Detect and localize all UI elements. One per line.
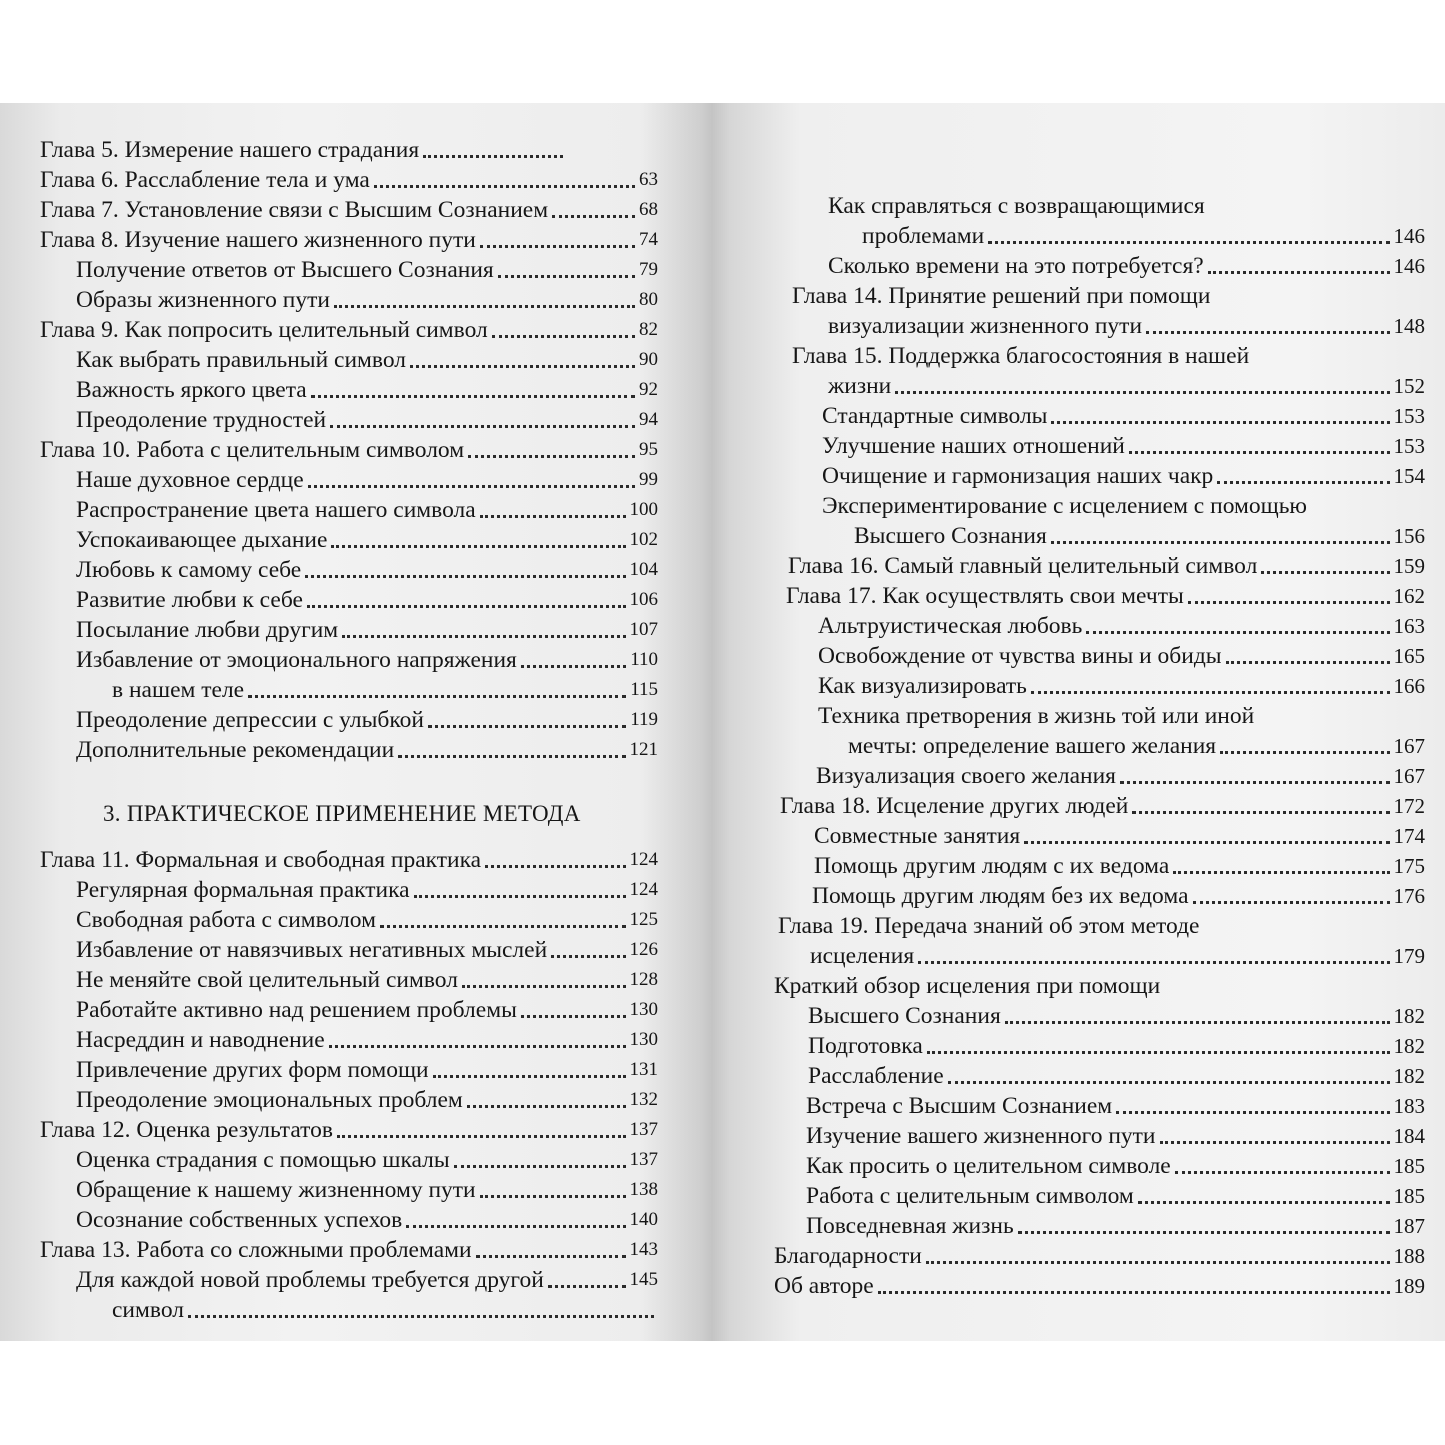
toc-entry-title: Расслабление	[808, 1063, 944, 1089]
toc-entry	[0, 645, 700, 675]
toc-entry-title: Глава 13. Работа со сложными проблемами	[40, 1237, 472, 1263]
toc-entry-page: 182	[1393, 1064, 1425, 1088]
toc-entry-page: 153	[1393, 404, 1425, 428]
toc-entry	[0, 375, 700, 405]
toc-entry	[712, 311, 1445, 341]
toc-entry	[0, 845, 700, 875]
toc-entry	[712, 401, 1445, 431]
dot-leader	[878, 1291, 1390, 1294]
toc-entry	[712, 641, 1445, 671]
dot-leader	[1031, 691, 1390, 694]
toc-entry-page: 189	[1393, 1274, 1425, 1298]
toc-entry-title: Насреддин и наводнение	[76, 1027, 325, 1053]
dot-leader	[428, 725, 626, 728]
toc-entry	[0, 195, 700, 225]
dot-leader	[927, 1051, 1390, 1054]
toc-entry	[0, 495, 700, 525]
toc-entry-page: 130	[629, 999, 658, 1020]
toc-entry-title: Распространение цвета нашего символа	[76, 497, 476, 523]
toc-entry-title: Избавление от эмоционального напряжения	[76, 647, 517, 673]
toc-entry	[0, 935, 700, 965]
toc-entry-title: Глава 15. Поддержка благосостояния в нашей	[792, 343, 1250, 369]
toc-entry	[712, 251, 1445, 281]
toc-entry-page: 183	[1393, 1094, 1425, 1118]
toc-entry	[0, 1055, 700, 1085]
toc-entry	[712, 431, 1445, 461]
toc-entry-title: Глава 10. Работа с целительным символом	[40, 437, 465, 463]
toc-entry-page: 182	[1393, 1004, 1425, 1028]
dot-leader	[374, 185, 635, 188]
toc-entry	[0, 405, 700, 435]
toc-entry-page: 100	[629, 499, 658, 520]
toc-entry-title: Стандартные символы	[822, 403, 1048, 429]
dot-leader	[480, 515, 626, 518]
toc-entry-title: визуализации жизненного пути	[828, 313, 1143, 339]
toc-entry	[0, 555, 700, 585]
toc-entry-page: 174	[1393, 824, 1425, 848]
toc-entry-title: жизни	[828, 373, 892, 399]
toc-entry-title: Улучшение наших отношений	[822, 433, 1125, 459]
dot-leader	[485, 865, 625, 868]
book-spread	[0, 103, 1445, 1341]
toc-entry-title: Об авторе	[774, 1273, 874, 1299]
toc-entry	[0, 875, 700, 905]
dot-leader	[1138, 1201, 1390, 1204]
dot-leader	[337, 1135, 626, 1138]
toc-entry-title: Техника претворения в жизнь той или иной	[818, 703, 1255, 729]
toc-entry-title: в нашем теле	[112, 677, 245, 703]
toc-entry	[0, 165, 700, 195]
toc-entry	[712, 731, 1445, 761]
toc-entry-title: Для каждой новой проблемы требуется другой	[76, 1267, 544, 1293]
toc-entry-title: Глава 5. Измерение нашего страдания	[40, 137, 420, 163]
toc-entry	[712, 371, 1445, 401]
toc-entry-page: 184	[1393, 1124, 1425, 1148]
toc-entry-page: 185	[1393, 1184, 1425, 1208]
toc-entry-page: 131	[629, 1059, 658, 1080]
dot-leader	[521, 665, 626, 668]
toc-entry-page: 110	[630, 649, 658, 670]
toc-entry	[0, 225, 700, 255]
toc-entry-page: 68	[639, 199, 658, 220]
toc-entry-title: Привлечение других форм помощи	[76, 1057, 429, 1083]
dot-leader	[331, 545, 625, 548]
toc-entry-title: Альтруистическая любовь	[818, 613, 1083, 639]
toc-entry	[0, 965, 700, 995]
dot-leader	[498, 275, 635, 278]
toc-entry-page: 172	[1393, 794, 1425, 818]
toc-entry	[0, 315, 700, 345]
toc-entry-page: 128	[629, 969, 658, 990]
dot-leader	[1217, 481, 1389, 484]
toc-entry-title: Избавление от навязчивых негативных мыслей	[76, 937, 548, 963]
toc-entry-page: 132	[629, 1089, 658, 1110]
toc-entry-page: 163	[1393, 614, 1425, 638]
toc-entry	[0, 735, 700, 765]
dot-leader	[492, 335, 635, 338]
toc-entry-title: Подготовка	[808, 1033, 923, 1059]
dot-leader	[551, 955, 625, 958]
dot-leader	[342, 635, 625, 638]
dot-leader	[414, 895, 626, 898]
toc-entry-title: Важность яркого цвета	[76, 377, 307, 403]
toc-entry-title: Преодоление эмоциональных проблем	[76, 1087, 463, 1113]
toc-entry-title: Как визуализировать	[818, 673, 1027, 699]
dot-leader	[948, 1081, 1390, 1084]
toc-entry-title: Помощь другим людям без их ведома	[812, 883, 1189, 909]
toc-entry-title: Высшего Сознания	[808, 1003, 1001, 1029]
toc-entry	[712, 341, 1445, 371]
dot-leader	[1024, 841, 1389, 844]
toc-entry-page: 179	[1393, 944, 1425, 968]
toc-entry	[0, 615, 700, 645]
toc-entry-page: 125	[629, 909, 658, 930]
toc-entry-title: Благодарности	[774, 1243, 922, 1269]
toc-entry-page: 140	[629, 1209, 658, 1230]
dot-leader	[311, 395, 635, 398]
toc-entry-title: Развитие любви к себе	[76, 587, 303, 613]
toc-entry-title: Помощь другим людям с их ведома	[814, 853, 1170, 879]
toc-entry	[0, 705, 700, 735]
toc-entry-page: 95	[639, 439, 658, 460]
dot-leader	[1116, 1111, 1389, 1114]
toc-entry-page: 162	[1393, 584, 1425, 608]
dot-leader	[895, 391, 1389, 394]
toc-entry-page: 121	[629, 739, 658, 760]
toc-entry	[712, 1031, 1445, 1061]
toc-entry-title: символ	[112, 1297, 184, 1323]
toc-entry	[0, 905, 700, 935]
toc-entry-page: 143	[629, 1239, 658, 1260]
toc-entry-title: Глава 18. Исцеление других людей	[780, 793, 1129, 819]
toc-entry-title: Изучение вашего жизненного пути	[806, 1123, 1156, 1149]
toc-entry	[712, 761, 1445, 791]
dot-leader	[307, 605, 626, 608]
toc-entry-page: 188	[1393, 1244, 1425, 1268]
dot-leader	[1129, 451, 1390, 454]
toc-entry	[712, 551, 1445, 581]
left-page	[0, 103, 700, 1341]
toc-entry-page: 167	[1393, 764, 1425, 788]
toc-entry-title: исцеления	[810, 943, 915, 969]
toc-entry-page: 124	[629, 879, 658, 900]
toc-entry-title: Регулярная формальная практика	[76, 877, 410, 903]
toc-entry	[712, 1001, 1445, 1031]
toc-entry	[712, 881, 1445, 911]
toc-entry	[0, 585, 700, 615]
toc-entry	[712, 1121, 1445, 1151]
toc-entry-title: Получение ответов от Высшего Сознания	[76, 257, 494, 283]
toc-entry	[712, 701, 1445, 731]
toc-entry-page: 104	[629, 559, 658, 580]
toc-entry-title: мечты: определение вашего желания	[848, 733, 1217, 759]
dot-leader	[410, 365, 635, 368]
toc-entry	[0, 1205, 700, 1235]
dot-leader	[248, 695, 626, 698]
toc-entry	[0, 995, 700, 1025]
toc-entry-page: 130	[629, 1029, 658, 1050]
toc-entry-page: 159	[1393, 554, 1425, 578]
toc-entry	[712, 1091, 1445, 1121]
dot-leader	[1226, 661, 1390, 664]
dot-leader	[1051, 421, 1389, 424]
toc-entry	[712, 521, 1445, 551]
toc-entry-title: Наше духовное сердце	[76, 467, 304, 493]
toc-entry-title: Сколько времени на это потребуется?	[828, 253, 1204, 279]
dot-leader	[308, 485, 635, 488]
dot-leader	[548, 1285, 626, 1288]
dot-leader	[918, 961, 1389, 964]
toc-entry-page: 175	[1393, 854, 1425, 878]
toc-entry-page: 182	[1393, 1034, 1425, 1058]
dot-leader	[552, 215, 635, 218]
dot-leader	[380, 925, 626, 928]
dot-leader	[1220, 751, 1389, 754]
toc-entry-title: Оценка страдания с помощью шкалы	[76, 1147, 450, 1173]
toc-entry	[712, 1061, 1445, 1091]
toc-entry-page: 106	[629, 589, 658, 610]
toc-entry	[0, 345, 700, 375]
toc-entry	[0, 1145, 700, 1175]
toc-entry	[712, 491, 1445, 521]
dot-leader	[1160, 1141, 1390, 1144]
toc-entry-title: Преодоление депрессии с улыбкой	[76, 707, 424, 733]
dot-leader	[1005, 1021, 1390, 1024]
dot-leader	[1173, 871, 1389, 874]
toc-entry-title: Дополнительные рекомендации	[76, 737, 395, 763]
toc-entry-page: 137	[629, 1149, 658, 1170]
right-page	[712, 103, 1445, 1341]
toc-entry-page: 119	[630, 709, 658, 730]
toc-list-left-top	[0, 135, 700, 765]
toc-entry	[712, 971, 1445, 1001]
dot-leader	[1018, 1231, 1390, 1234]
toc-entry-page: 146	[1393, 254, 1425, 278]
toc-list-left-bottom	[0, 845, 700, 1325]
dot-leader	[1051, 541, 1390, 544]
toc-entry-page: 176	[1393, 884, 1425, 908]
toc-entry	[0, 675, 700, 705]
dot-leader	[1208, 271, 1390, 274]
toc-entry	[0, 1265, 700, 1295]
dot-leader	[521, 1015, 626, 1018]
toc-entry	[712, 1271, 1445, 1301]
toc-entry-title: Высшего Сознания	[854, 523, 1047, 549]
toc-entry	[712, 581, 1445, 611]
toc-entry-title: Свободная работа с символом	[76, 907, 376, 933]
toc-entry-page: 124	[629, 849, 658, 870]
dot-leader	[467, 1105, 626, 1108]
dot-leader	[1193, 901, 1390, 904]
toc-entry-title: Глава 19. Передача знаний об этом методе	[778, 913, 1200, 939]
toc-entry	[0, 1295, 700, 1325]
dot-leader	[329, 1045, 626, 1048]
toc-entry-page: 138	[629, 1179, 658, 1200]
toc-entry	[712, 941, 1445, 971]
dot-leader	[1261, 571, 1389, 574]
toc-entry-page: 185	[1393, 1154, 1425, 1178]
toc-entry-title: Очищение и гармонизация наших чакр	[822, 463, 1214, 489]
dot-leader	[988, 241, 1389, 244]
toc-entry-title: Глава 7. Установление связи с Высшим Сознанием	[40, 197, 549, 223]
dot-leader	[188, 1315, 654, 1318]
toc-entry-page: 137	[629, 1119, 658, 1140]
dot-leader	[433, 1075, 626, 1078]
toc-entry-page: 145	[629, 1269, 658, 1290]
toc-entry-title: Глава 11. Формальная и свободная практика	[40, 847, 482, 873]
toc-list-right	[712, 191, 1445, 1301]
dot-leader	[926, 1261, 1390, 1264]
toc-entry-page: 166	[1393, 674, 1425, 698]
toc-entry	[0, 1175, 700, 1205]
toc-entry-title: Работа с целительным символом	[806, 1183, 1134, 1209]
toc-entry-title: Экспериментирование с исцелением с помощью	[822, 493, 1307, 519]
toc-entry-title: Не меняйте свой целительный символ	[76, 967, 458, 993]
toc-entry-page: 94	[639, 409, 658, 430]
dot-leader	[480, 1195, 626, 1198]
toc-entry	[0, 525, 700, 555]
dot-leader	[305, 575, 625, 578]
toc-entry	[0, 255, 700, 285]
toc-entry-page: 148	[1393, 314, 1425, 338]
toc-entry-page: 115	[630, 679, 658, 700]
toc-entry-page: 187	[1393, 1214, 1425, 1238]
toc-entry-page: 82	[639, 319, 658, 340]
toc-entry-page: 152	[1393, 374, 1425, 398]
toc-entry	[0, 285, 700, 315]
toc-entry	[712, 671, 1445, 701]
toc-entry	[712, 911, 1445, 941]
toc-entry	[712, 1241, 1445, 1271]
toc-entry-page: 90	[639, 349, 658, 370]
toc-entry-page: 74	[639, 229, 658, 250]
toc-entry-title: Как выбрать правильный символ	[76, 347, 407, 373]
dot-leader	[476, 1255, 626, 1258]
toc-entry-page: 99	[639, 469, 658, 490]
toc-entry-title: Как просить о целительном символе	[806, 1153, 1171, 1179]
toc-entry-title: Посылание любви другим	[76, 617, 339, 643]
toc-entry-title: Визуализация своего желания	[816, 763, 1116, 789]
dot-leader	[1132, 811, 1389, 814]
toc-entry	[0, 1085, 700, 1115]
toc-entry	[712, 191, 1445, 221]
toc-entry-title: Освобождение от чувства вины и обиды	[818, 643, 1222, 669]
toc-entry-title: Преодоление трудностей	[76, 407, 327, 433]
toc-entry-title: Встреча с Высшим Сознанием	[806, 1093, 1113, 1119]
toc-entry-title: Повседневная жизнь	[806, 1213, 1014, 1239]
dot-leader	[1086, 631, 1389, 634]
section-heading: 3. ПРАКТИЧЕСКОЕ ПРИМЕНЕНИЕ МЕТОДА	[103, 801, 581, 826]
toc-entry-page: 154	[1393, 464, 1425, 488]
toc-entry	[0, 135, 700, 165]
dot-leader	[334, 305, 635, 308]
toc-entry-title: Глава 14. Принятие решений при помощи	[792, 283, 1211, 309]
toc-entry-page: 153	[1393, 434, 1425, 458]
toc-entry-title: Глава 8. Изучение нашего жизненного пути	[40, 227, 476, 253]
toc-entry	[712, 221, 1445, 251]
toc-entry	[712, 851, 1445, 881]
toc-entry-title: Краткий обзор исцеления при помощи	[774, 973, 1161, 999]
toc-entry-page: 80	[639, 289, 658, 310]
toc-entry-title: Глава 17. Как осуществлять свои мечты	[786, 583, 1184, 609]
toc-entry	[712, 1211, 1445, 1241]
dot-leader	[398, 755, 625, 758]
toc-entry	[712, 1181, 1445, 1211]
toc-entry-page: 63	[639, 169, 658, 190]
toc-entry	[0, 465, 700, 495]
toc-entry	[712, 461, 1445, 491]
toc-entry	[0, 435, 700, 465]
dot-leader	[462, 985, 626, 988]
toc-entry-page: 92	[639, 379, 658, 400]
dot-leader	[1188, 601, 1390, 604]
toc-entry-title: Глава 16. Самый главный целительный символ	[788, 553, 1258, 579]
toc-entry-title: Любовь к самому себе	[76, 557, 302, 583]
dot-leader	[330, 425, 635, 428]
dot-leader	[468, 455, 635, 458]
toc-entry-title: Глава 9. Как попросить целительный символ	[40, 317, 488, 343]
toc-entry-page: 167	[1393, 734, 1425, 758]
toc-entry-title: Совместные занятия	[814, 823, 1021, 849]
toc-entry	[0, 1025, 700, 1055]
dot-leader	[480, 245, 635, 248]
toc-entry	[712, 821, 1445, 851]
toc-entry	[712, 611, 1445, 641]
toc-entry-page: 156	[1393, 524, 1425, 548]
toc-entry-title: Осознание собственных успехов	[76, 1207, 403, 1233]
toc-entry-title: Как справляться с возвращающимися	[828, 193, 1205, 219]
toc-entry-title: Глава 6. Расслабление тела и ума	[40, 167, 370, 193]
toc-entry	[0, 1235, 700, 1265]
toc-entry-page: 102	[629, 529, 658, 550]
toc-entry-title: Образы жизненного пути	[76, 287, 330, 313]
dot-leader	[423, 155, 563, 158]
toc-entry-page: 165	[1393, 644, 1425, 668]
toc-entry-title: Работайте активно над решением проблемы	[76, 997, 517, 1023]
dot-leader	[406, 1225, 625, 1228]
toc-entry	[0, 1115, 700, 1145]
toc-entry	[712, 1151, 1445, 1181]
toc-entry	[712, 791, 1445, 821]
dot-leader	[1120, 781, 1390, 784]
toc-entry-page: 146	[1393, 224, 1425, 248]
toc-entry-title: Обращение к нашему жизненному пути	[76, 1177, 476, 1203]
dot-leader	[1146, 331, 1389, 334]
toc-entry-title: проблемами	[862, 223, 985, 249]
toc-entry-title: Глава 12. Оценка результатов	[40, 1117, 333, 1143]
toc-entry-page: 126	[629, 939, 658, 960]
toc-entry	[712, 281, 1445, 311]
toc-entry-page: 107	[629, 619, 658, 640]
dot-leader	[454, 1165, 626, 1168]
dot-leader	[1175, 1171, 1390, 1174]
toc-entry-title: Успокаивающее дыхание	[76, 527, 328, 553]
toc-entry-page: 79	[639, 259, 658, 280]
